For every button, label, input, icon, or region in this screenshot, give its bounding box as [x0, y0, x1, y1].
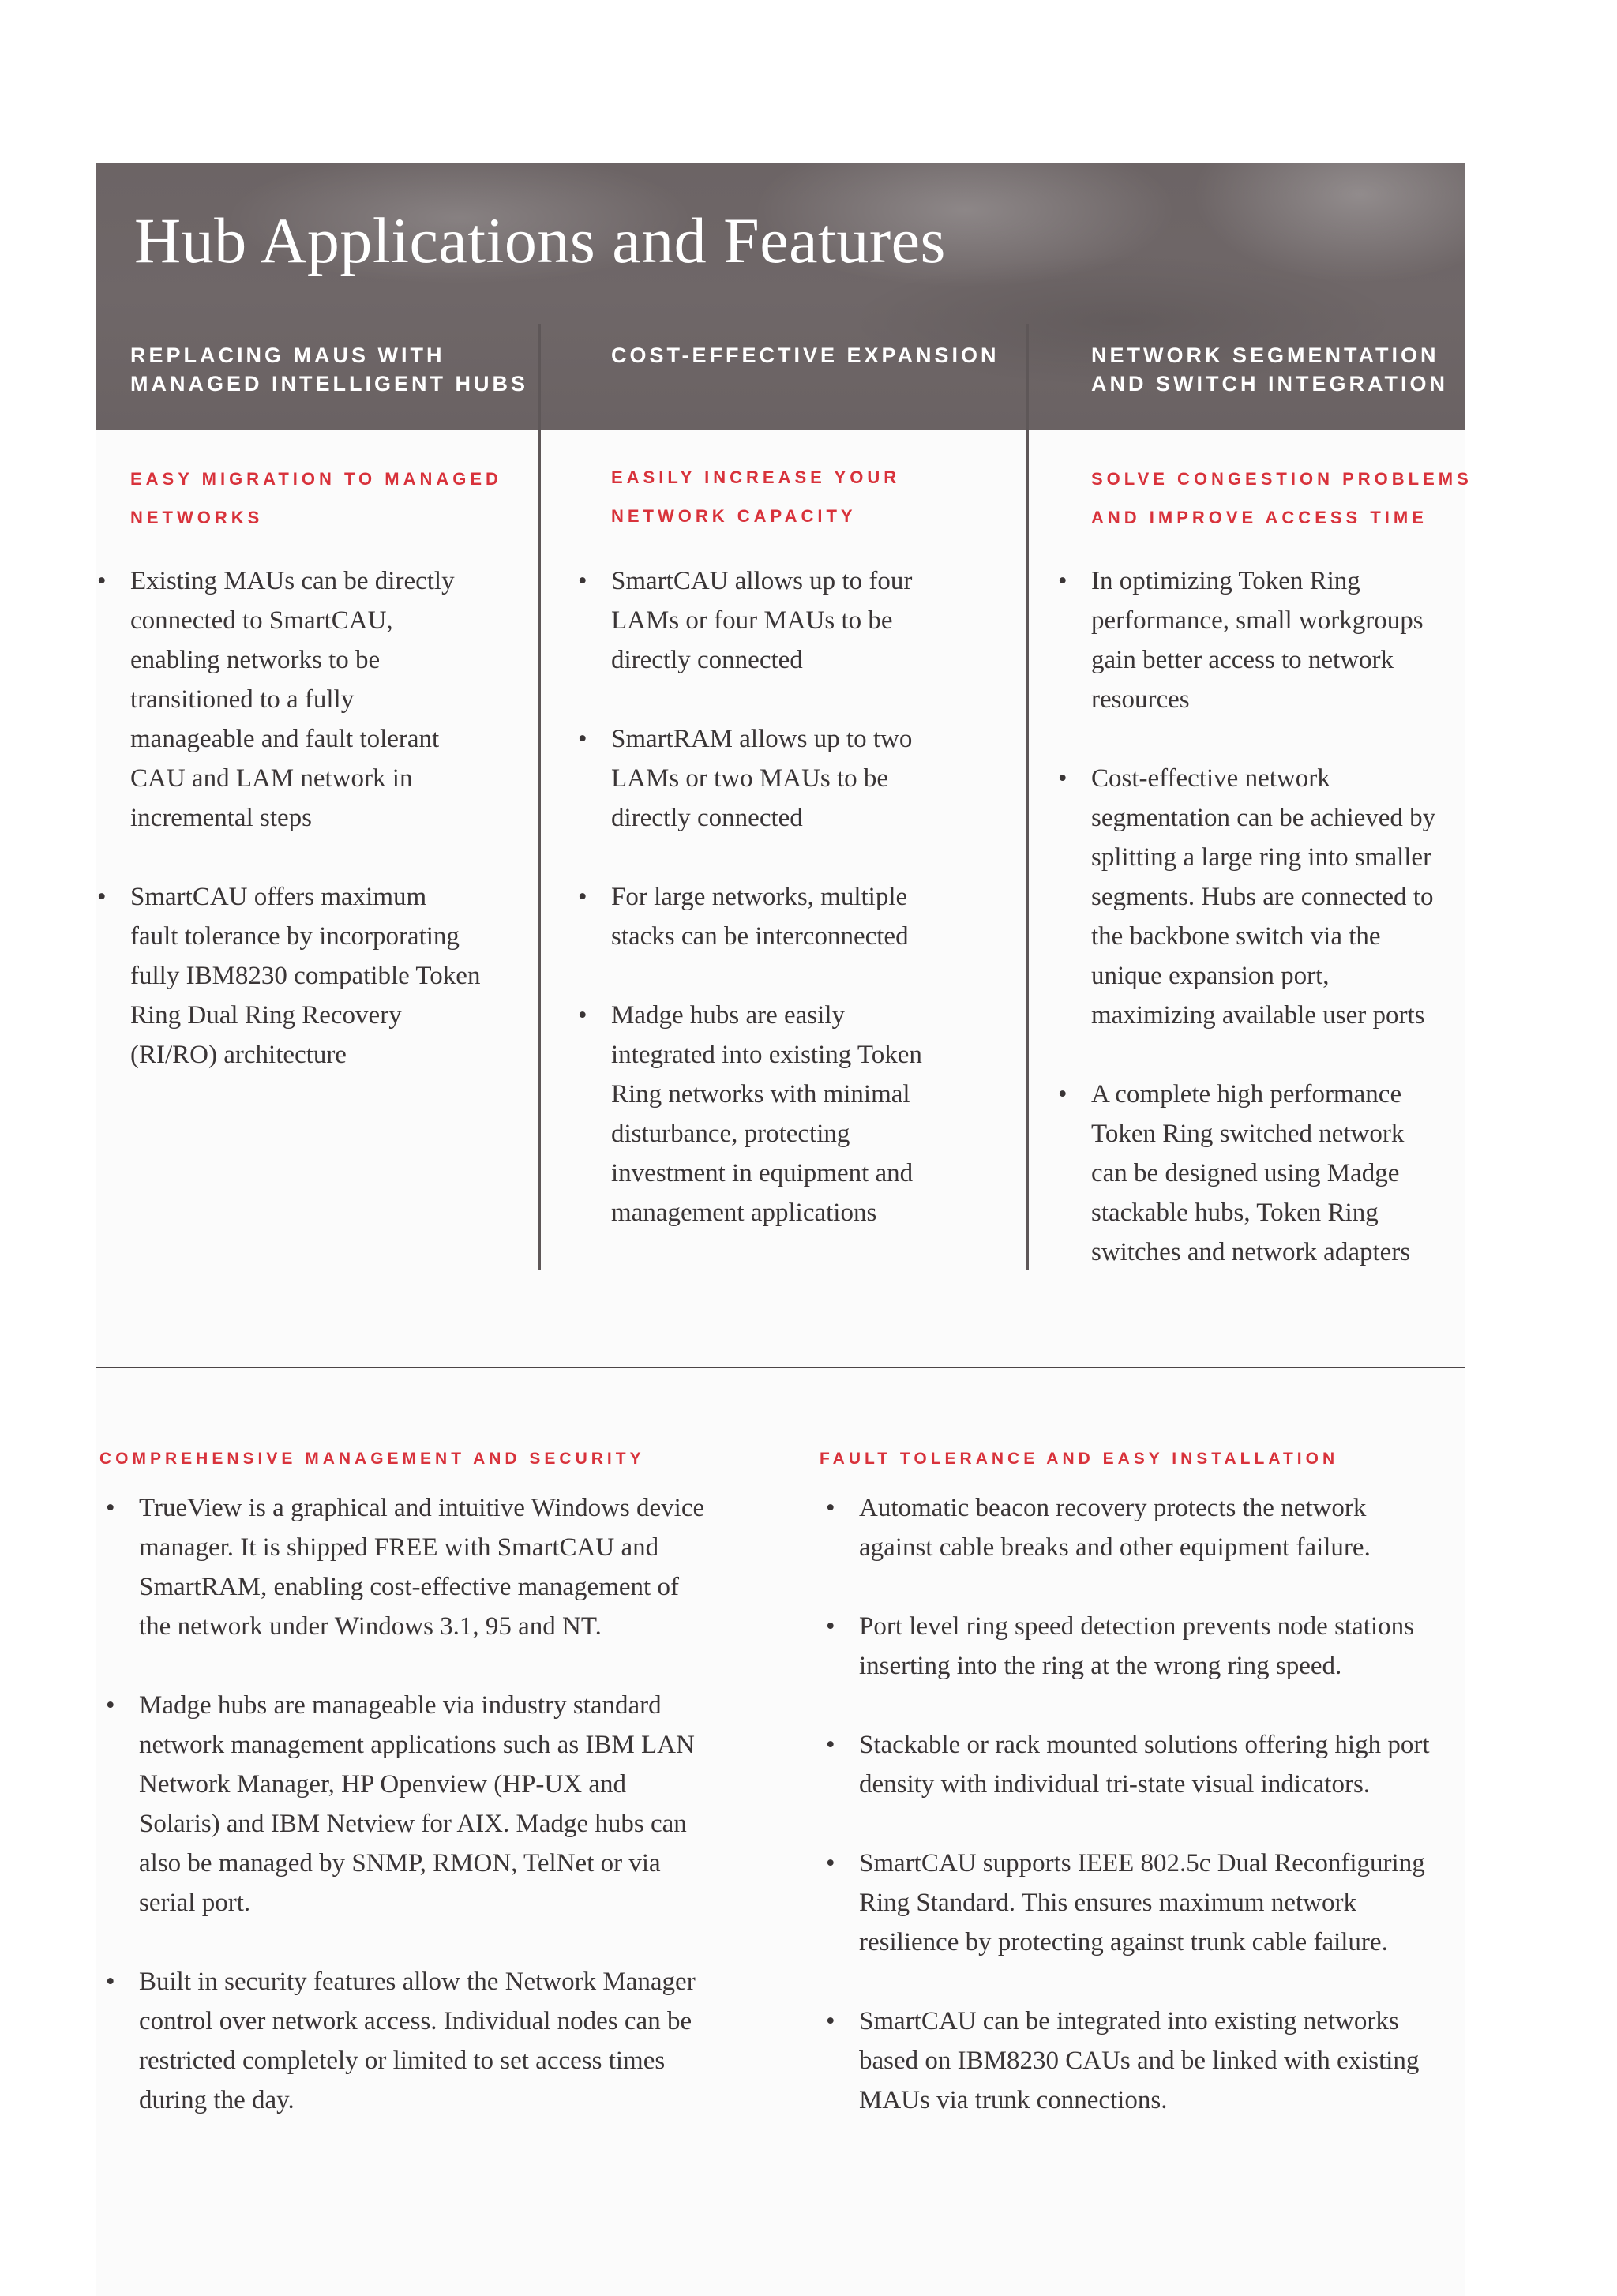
list-item: • SmartCAU offers maximum fault tolerance by incorporating fully IBM8230 compatible Token Ring Dual Ring Recovery (RI/RO) architecture [130, 877, 525, 1075]
list-item: • SmartRAM allows up to two LAMs or two MAUs to be directly connected [611, 719, 1006, 838]
list-item: • SmartCAU can be integrated into existing networks based on IBM8230 CAUs and be linked with existing MAUs via trunk connections. [859, 2001, 1491, 2120]
section-heading-management: COMPREHENSIVE MANAGEMENT AND SECURITY [99, 1450, 645, 1468]
column-heading-expansion: COST-EFFECTIVE EXPANSION [611, 343, 1000, 367]
list-item: • Stackable or rack mounted solutions offering high port density with individual tri-state visual indicators. [859, 1725, 1491, 1804]
bullet-list-capacity [611, 561, 1006, 1272]
column-heading-maus: REPLACING MAUS WITH MANAGED INTELLIGENT HUBS [130, 343, 528, 396]
list-item: • TrueView is a graphical and intuitive Windows device manager. It is shipped FREE with SmartCAU and SmartRAM, enabling cost-effective management of the network under Windows 3.1, 95 and NT. [139, 1488, 786, 1646]
column-divider [1026, 324, 1029, 1270]
list-item: • Existing MAUs can be directly connected to SmartCAU, enabling networks to be transitioned to a fully manageable and fault tolerant CAU and LAM network in incremental steps [130, 561, 525, 838]
column-subheading-capacity: EASILY INCREASE YOUR NETWORK CAPACITY [611, 467, 901, 526]
bullet-list-management [139, 1488, 786, 2159]
column-subheading-congestion: SOLVE CONGESTION PROBLEMS AND IMPROVE ACCESS TIME [1091, 469, 1473, 527]
header-banner [96, 163, 1465, 430]
list-item: • In optimizing Token Ring performance, small workgroups gain better access to network resources [1091, 561, 1486, 719]
list-item: • A complete high performance Token Ring switched network can be designed using Madge stackable hubs, Token Ring switches and network adapters [1091, 1075, 1486, 1272]
column-divider [538, 324, 541, 1270]
bullet-list-migration [130, 561, 525, 1114]
list-item: • Built in security features allow the Network Manager control over network access. Individual nodes can be restricted completely or limited to set access times during the day. [139, 1962, 786, 2120]
page-title: Hub Applications and Features [134, 204, 946, 276]
list-item: • SmartCAU allows up to four LAMs or four MAUs to be directly connected [611, 561, 1006, 680]
section-divider [96, 1367, 1465, 1368]
column-heading-segmentation: NETWORK SEGMENTATION AND SWITCH INTEGRATION [1091, 343, 1448, 396]
list-item: • Automatic beacon recovery protects the network against cable breaks and other equipment failure. [859, 1488, 1491, 1567]
section-heading-fault-tolerance: FAULT TOLERANCE AND EASY INSTALLATION [820, 1450, 1339, 1468]
list-item: • Cost-effective network segmentation can be achieved by splitting a large ring into smaller segments. Hubs are connected to the backbone switch via the unique expansion port, maximizing available user ports [1091, 759, 1486, 1035]
list-item: • Madge hubs are manageable via industry standard network management applications such as IBM LAN Network Manager, HP Openview (HP-UX and Solaris) and IBM Netview for AIX. Madge hubs can also be managed by SNMP, RMON, TelNet or via serial port. [139, 1686, 786, 1923]
list-item: • Port level ring speed detection prevents node stations inserting into the ring at the wrong ring speed. [859, 1607, 1491, 1686]
list-item: • Madge hubs are easily integrated into existing Token Ring networks with minimal disturbance, protecting investment in equipment and management applications [611, 996, 1006, 1232]
column-subheading-migration: EASY MIGRATION TO MANAGED NETWORKS [130, 469, 502, 527]
bullet-list-congestion [1091, 561, 1486, 1311]
list-item: • For large networks, multiple stacks can be interconnected [611, 877, 1006, 956]
list-item: • SmartCAU supports IEEE 802.5c Dual Reconfiguring Ring Standard. This ensures maximum network resilience by protecting against trunk cable failure. [859, 1844, 1491, 1962]
bullet-list-fault-tolerance [859, 1488, 1491, 2159]
